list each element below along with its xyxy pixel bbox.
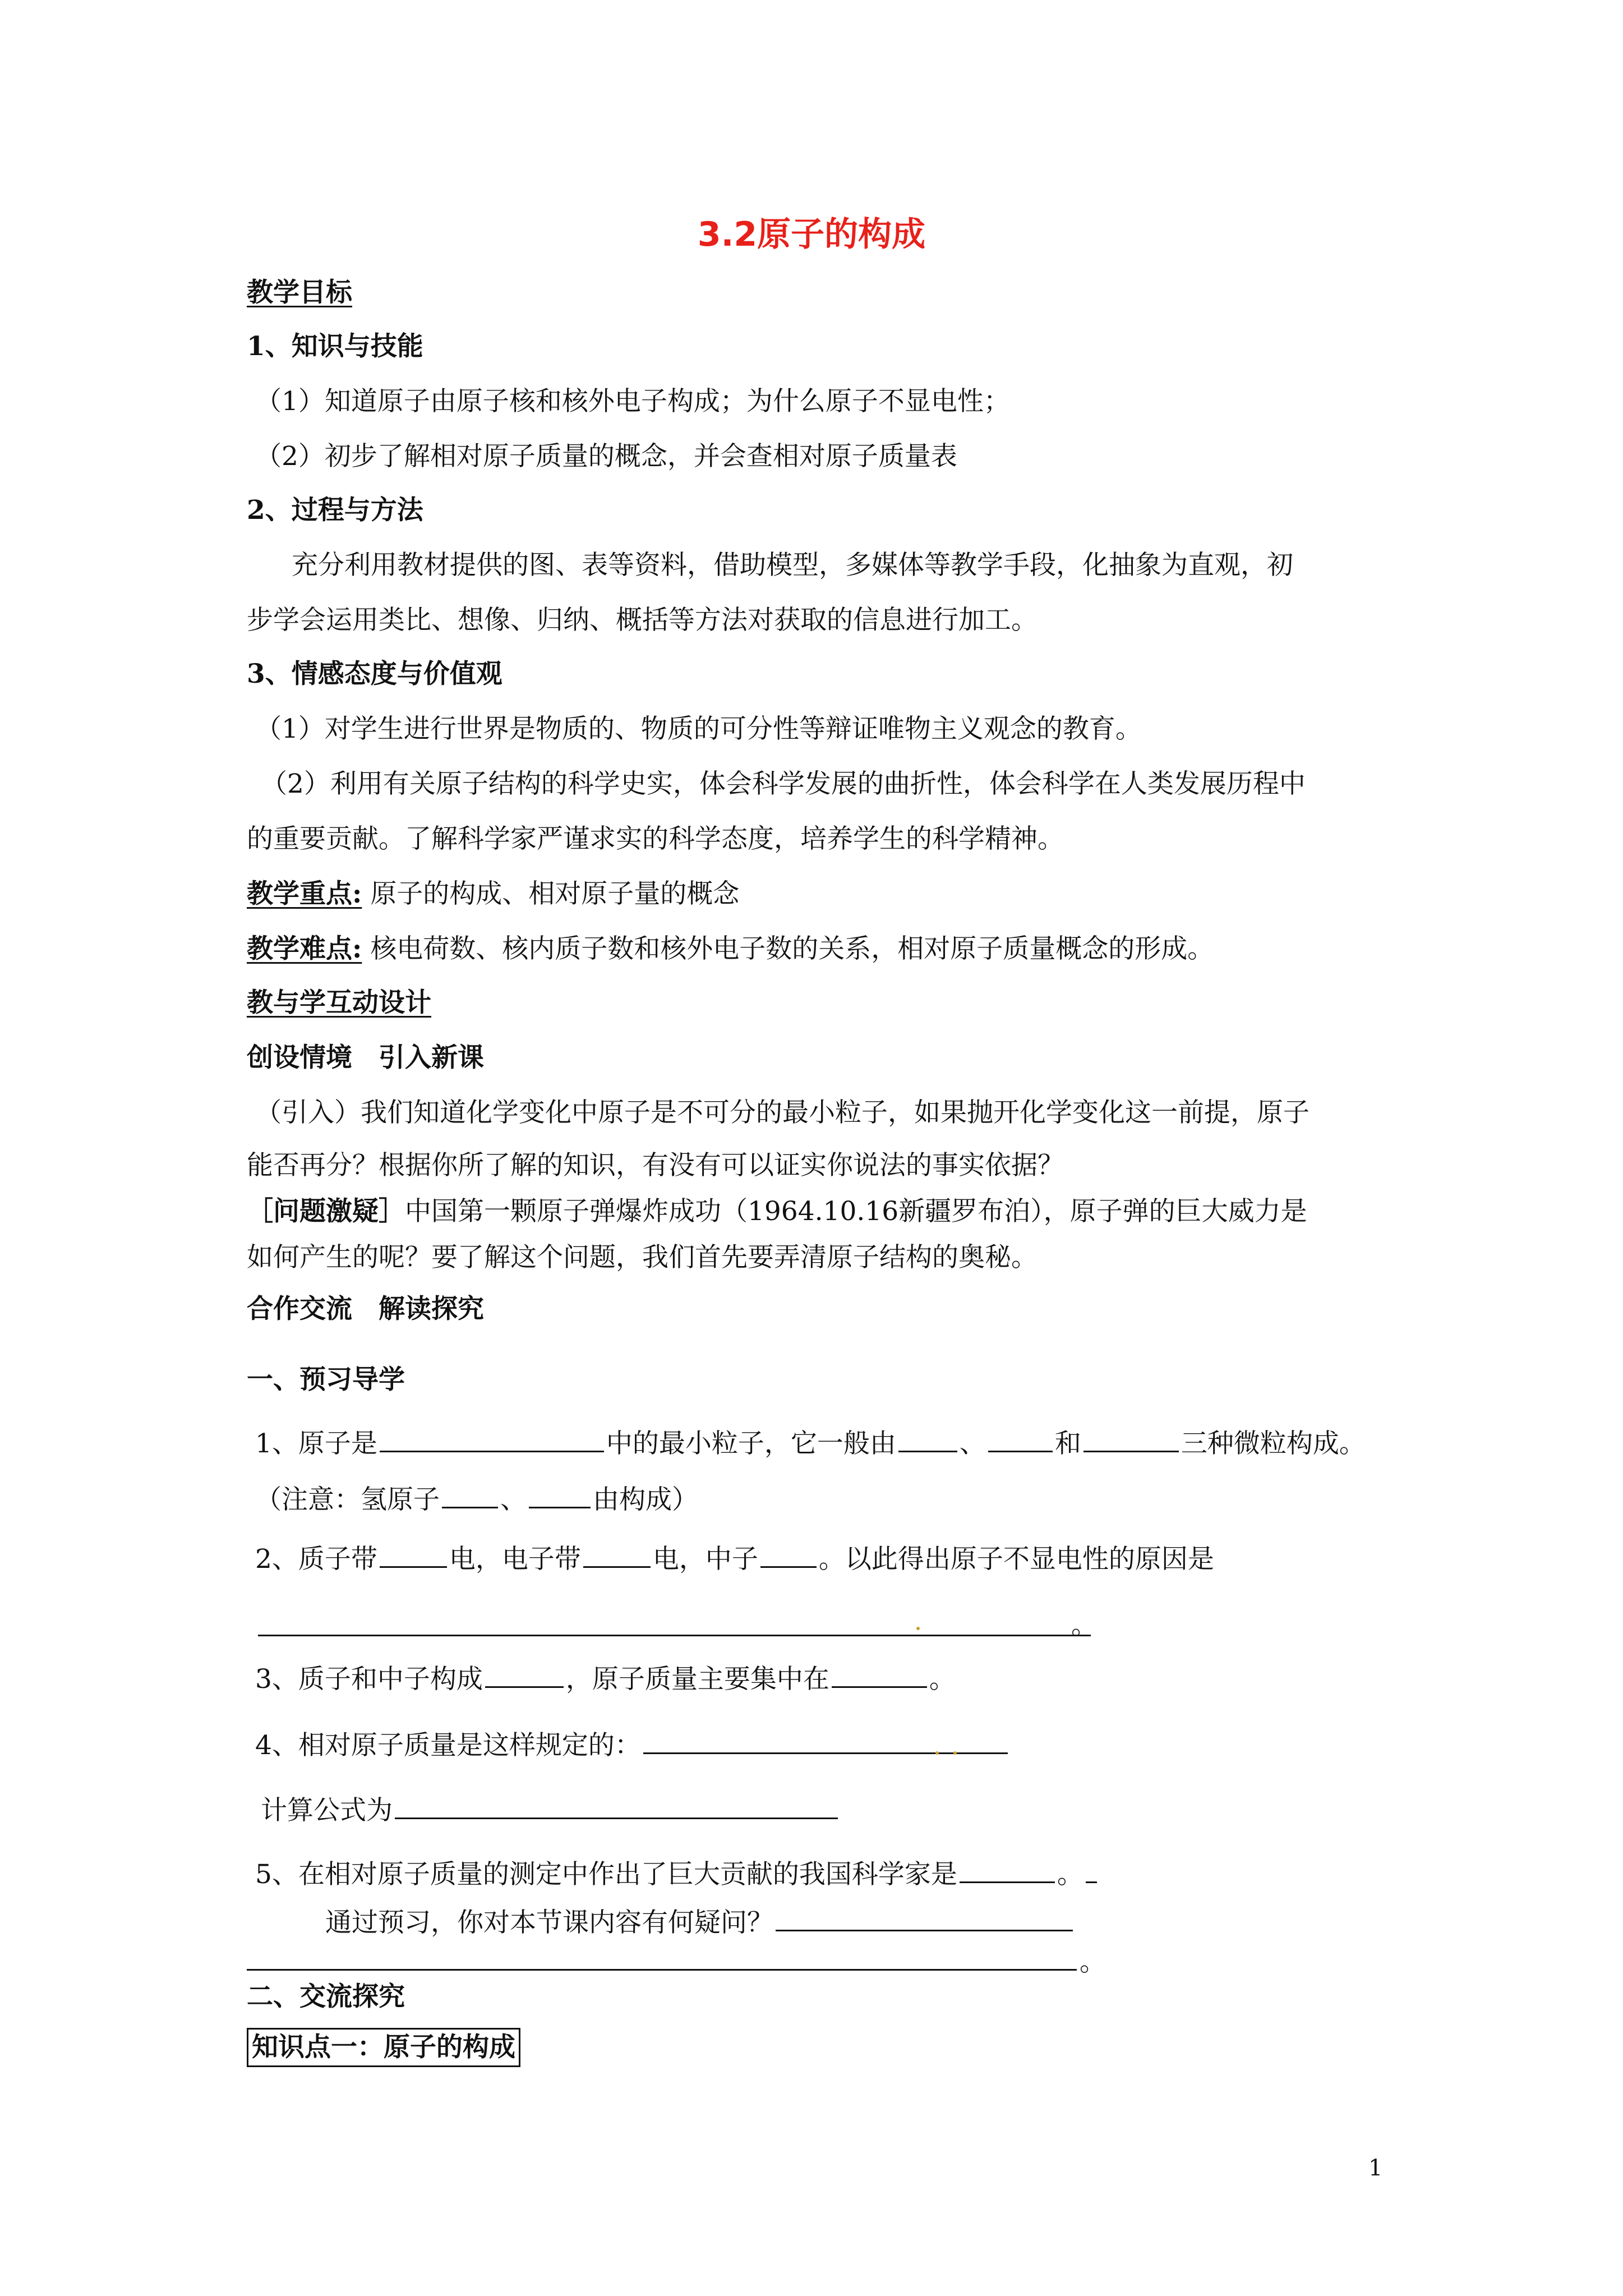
preview-item-4 (255, 1727, 1010, 1763)
blank-field[interactable] (960, 1856, 1055, 1883)
preview-item-2-text-a: 2、质子带 (255, 1544, 377, 1575)
answer-line[interactable] (247, 1969, 1077, 1971)
answer-line-period: 。 (1080, 1947, 1106, 1977)
attitude-heading: 3、情感态度与价值观 (247, 659, 502, 689)
mark-dot (935, 1751, 939, 1755)
preview-question-text: 通过预习，你对本节课内容有何疑问？ (325, 1907, 773, 1938)
blank-field[interactable] (1083, 1425, 1179, 1452)
blank-field[interactable] (529, 1481, 591, 1508)
note-text-c: 由构成） (593, 1484, 698, 1515)
blank-field[interactable] (380, 1425, 604, 1452)
intro-para-line-2: 能否再分？根据你所了解的知识，有没有可以证实你说法的事实依据？ (247, 1150, 1064, 1181)
blank-field[interactable] (1086, 1856, 1097, 1883)
intro-heading: 创设情境 引入新课 (247, 1042, 484, 1073)
blank-field[interactable] (583, 1540, 651, 1568)
goals-heading: 教学目标 (247, 277, 352, 308)
key-points-text: 原子的构成、相对原子量的概念 (370, 878, 740, 909)
knowledge-item-1: （1）知道原子由原子核和核外电子构成；为什么原子不显电性； (255, 386, 1010, 417)
preview-question-line (325, 1904, 1075, 1940)
preview-item-1-text-d: 和 (1054, 1428, 1081, 1459)
process-para-line-2: 步学会运用类比、想像、归纳、概括等方法对获取的信息进行加工。 (247, 605, 1038, 636)
knowledge-skills-heading: 1、知识与技能 (247, 331, 423, 362)
blank-field[interactable] (776, 1904, 1073, 1931)
preview-item-1-text-c: 、 (959, 1428, 986, 1459)
preview-item-3-text-b: ，原子质量主要集中在 (565, 1664, 829, 1695)
attitude-item-2-line-1: （2）利用有关原子结构的科学史实，体会科学发展的曲折性，体会科学在人类发展历程中 (261, 769, 1306, 799)
question-label: ［问题激疑］ (247, 1196, 405, 1227)
preview-item-4-formula (261, 1792, 840, 1828)
difficulty-line (247, 932, 1214, 966)
preview-item-3 (255, 1660, 956, 1696)
blank-field[interactable] (380, 1540, 447, 1568)
key-points-line (247, 877, 739, 911)
difficulty-text: 核电荷数、核内质子数和核外电子数的关系，相对原子质量概念的形成。 (370, 933, 1214, 964)
cooperation-heading: 合作交流 解读探究 (247, 1294, 484, 1324)
question-text-1: 中国第一颗原子弹爆炸成功（1964.10.16新疆罗布泊），原子弹的巨大威力是 (405, 1196, 1307, 1227)
explore-heading: 二、交流探究 (247, 1981, 405, 2012)
document-title: 3.2原子的构成 (697, 215, 926, 254)
preview-item-3-text-a: 3、质子和中子构成 (255, 1664, 483, 1695)
mark-dot (953, 1751, 957, 1755)
interaction-design-heading: 教与学互动设计 (247, 987, 431, 1018)
preview-heading: 一、预习导学 (247, 1364, 405, 1395)
preview-item-1-text-a: 1、原子是 (255, 1428, 377, 1459)
preview-item-2 (255, 1540, 1214, 1576)
preview-item-1 (255, 1425, 1366, 1461)
process-method-heading: 2、过程与方法 (247, 495, 423, 526)
preview-item-5 (255, 1856, 1099, 1892)
preview-item-3-period: 。 (929, 1664, 956, 1695)
answer-line-period: 。 (1071, 1610, 1098, 1641)
preview-item-2-text-c: 电，中子 (652, 1544, 758, 1575)
preview-item-2-text-b: 电，电子带 (449, 1544, 581, 1575)
question-line-2: 如何产生的呢？要了解这个问题，我们首先要弄清原子结构的奥秘。 (247, 1242, 1038, 1273)
attitude-item-1: （1）对学生进行世界是物质的、物质的可分性等辩证唯物主义观念的教育。 (255, 714, 1142, 744)
preview-item-5-text-b: 。 (1057, 1859, 1083, 1890)
blank-field[interactable] (898, 1425, 957, 1452)
mark-dot (916, 1627, 920, 1630)
knowledge-point-1-box: 知识点一：原子的构成 (247, 2028, 520, 2067)
intro-para-line-1: （引入）我们知道化学变化中原子是不可分的最小粒子，如果抛开化学变化这一前提，原子 (255, 1097, 1310, 1128)
blank-field[interactable] (395, 1792, 838, 1819)
blank-field[interactable] (643, 1727, 1008, 1754)
blank-field[interactable] (442, 1481, 498, 1508)
note-text-b: 、 (500, 1484, 527, 1515)
attitude-item-2-line-2: 的重要贡献。了解科学家严谨求实的科学态度，培养学生的科学精神。 (247, 823, 1064, 854)
blank-field[interactable] (485, 1660, 564, 1688)
preview-item-1-note (255, 1481, 698, 1517)
preview-item-1-text-e: 三种微粒构成。 (1181, 1428, 1366, 1459)
blank-field[interactable] (832, 1660, 927, 1688)
difficulty-label: 教学难点: (247, 933, 362, 964)
formula-label: 计算公式为 (261, 1795, 393, 1826)
blank-field[interactable] (988, 1425, 1053, 1452)
preview-item-5-text-a: 5、在相对原子质量的测定中作出了巨大贡献的我国科学家是 (255, 1859, 957, 1890)
page-number: 1 (1368, 2155, 1383, 2181)
knowledge-item-2: （2）初步了解相对原子质量的概念，并会查相对原子质量表 (255, 441, 957, 472)
process-para-line-1: 充分利用教材提供的图、表等资料，借助模型，多媒体等教学手段，化抽象为直观，初 (292, 550, 1293, 581)
answer-line[interactable] (258, 1635, 1091, 1636)
note-text-a: （注意：氢原子 (255, 1484, 440, 1515)
preview-item-2-text-d: 。以此得出原子不显电性的原因是 (818, 1544, 1214, 1575)
key-points-label: 教学重点: (247, 878, 362, 909)
question-line-1 (247, 1195, 1307, 1228)
preview-item-1-text-b: 中的最小粒子，它一般由 (606, 1428, 896, 1459)
blank-field[interactable] (760, 1540, 817, 1568)
preview-item-4-text-a: 4、相对原子质量是这样规定的： (255, 1730, 641, 1761)
